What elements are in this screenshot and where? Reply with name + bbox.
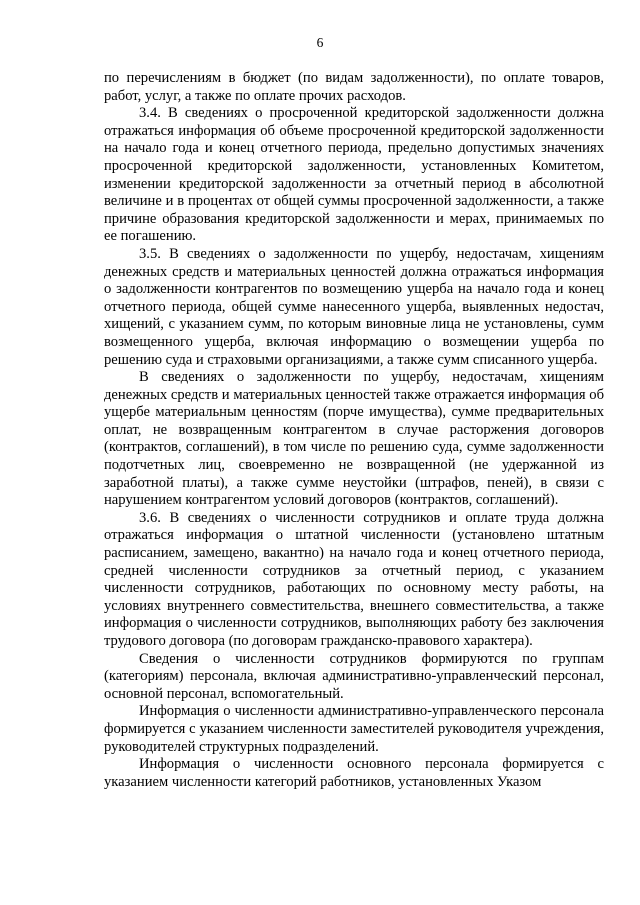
paragraph-main-staff: Информация о численности основного персонала формируется с указанием численности категорий работников, установленных Указом [104, 756, 604, 790]
paragraph-staff-groups: Сведения о численности сотрудников формируются по группам (категориям) персонала, включая административно-управленческий персонал, основной персонал, вспомогательный. [104, 650, 604, 702]
paragraph-admin-staff: Информация о численности административно-управленческого персонала формируется с указанием численности заместителей руководителя учреждения, руководителей структурных подразделений. [104, 703, 604, 755]
page-number: 6 [316, 35, 324, 50]
paragraph-3-5: 3.5. В сведениях о задолженности по ущербу, недостачам, хищениям денежных средств и материальных ценностей должна отражаться информация о задолженности контрагентов по возмещению ущерба на начало года и конец отчетного периода, общей сумме нанесенного ущерба, выявленных недостач, хищений, с указанием сумм, по которым виновные лица не установлены, сумм возмещенного ущерба, включая информацию о возмещении ущерба по решению суда и страховыми организациями, а также сумм списанного ущерба. [104, 245, 604, 368]
paragraph-3-4: 3.4. В сведениях о просроченной кредиторской задолженности должна отражаться информация об объеме просроченной кредиторской задолженности на начало года и конец отчетного периода, предельно допустимых значениях просроченной кредиторской задолженности, установленных Комитетом, изменении кредиторской задолженности за отчетный период в абсолютной величине и в процентах от общей суммы просроченной задолженности, а также причине образования кредиторской задолженности и мерах, принимаемых по ее погашению. [104, 105, 604, 245]
paragraph-3-6: 3.6. В сведениях о численности сотрудников и оплате труда должна отражаться информация о штатной численности (установлено штатным расписанием, замещено, вакантно) на начало года и конец отчетного периода, средней численности сотрудников за отчетный период, с указанием численности сотрудников, работающих по основному месту работы, на условиях внутреннего совместительства, внешнего совместительства, а также информация о численности сотрудников, выполняющих работу без заключения трудового договора (по договорам гражданско-правового характера). [104, 509, 604, 649]
paragraph-3-5-continued: В сведениях о задолженности по ущербу, недостачам, хищениям денежных средств и материальных ценностей также отражается информация об ущербе материальным ценностям (порче имущества), сумме предварительных оплат, не возвращенным контрагентом в случае расторжения договоров (контрактов, соглашений), в том числе по решению суда, сумме задолженности подотчетных лиц, своевременно не возвращенной (не удержанной из заработной платы), а также сумме неустойки (штрафов, пеней), в связи с нарушением контрагентом условий договоров (контрактов, соглашений). [104, 369, 604, 509]
paragraph-continuation: по перечислениям в бюджет (по видам задолженности), по оплате товаров, работ, услуг, а также по оплате прочих расходов. [104, 70, 604, 104]
document-body [104, 70, 604, 791]
